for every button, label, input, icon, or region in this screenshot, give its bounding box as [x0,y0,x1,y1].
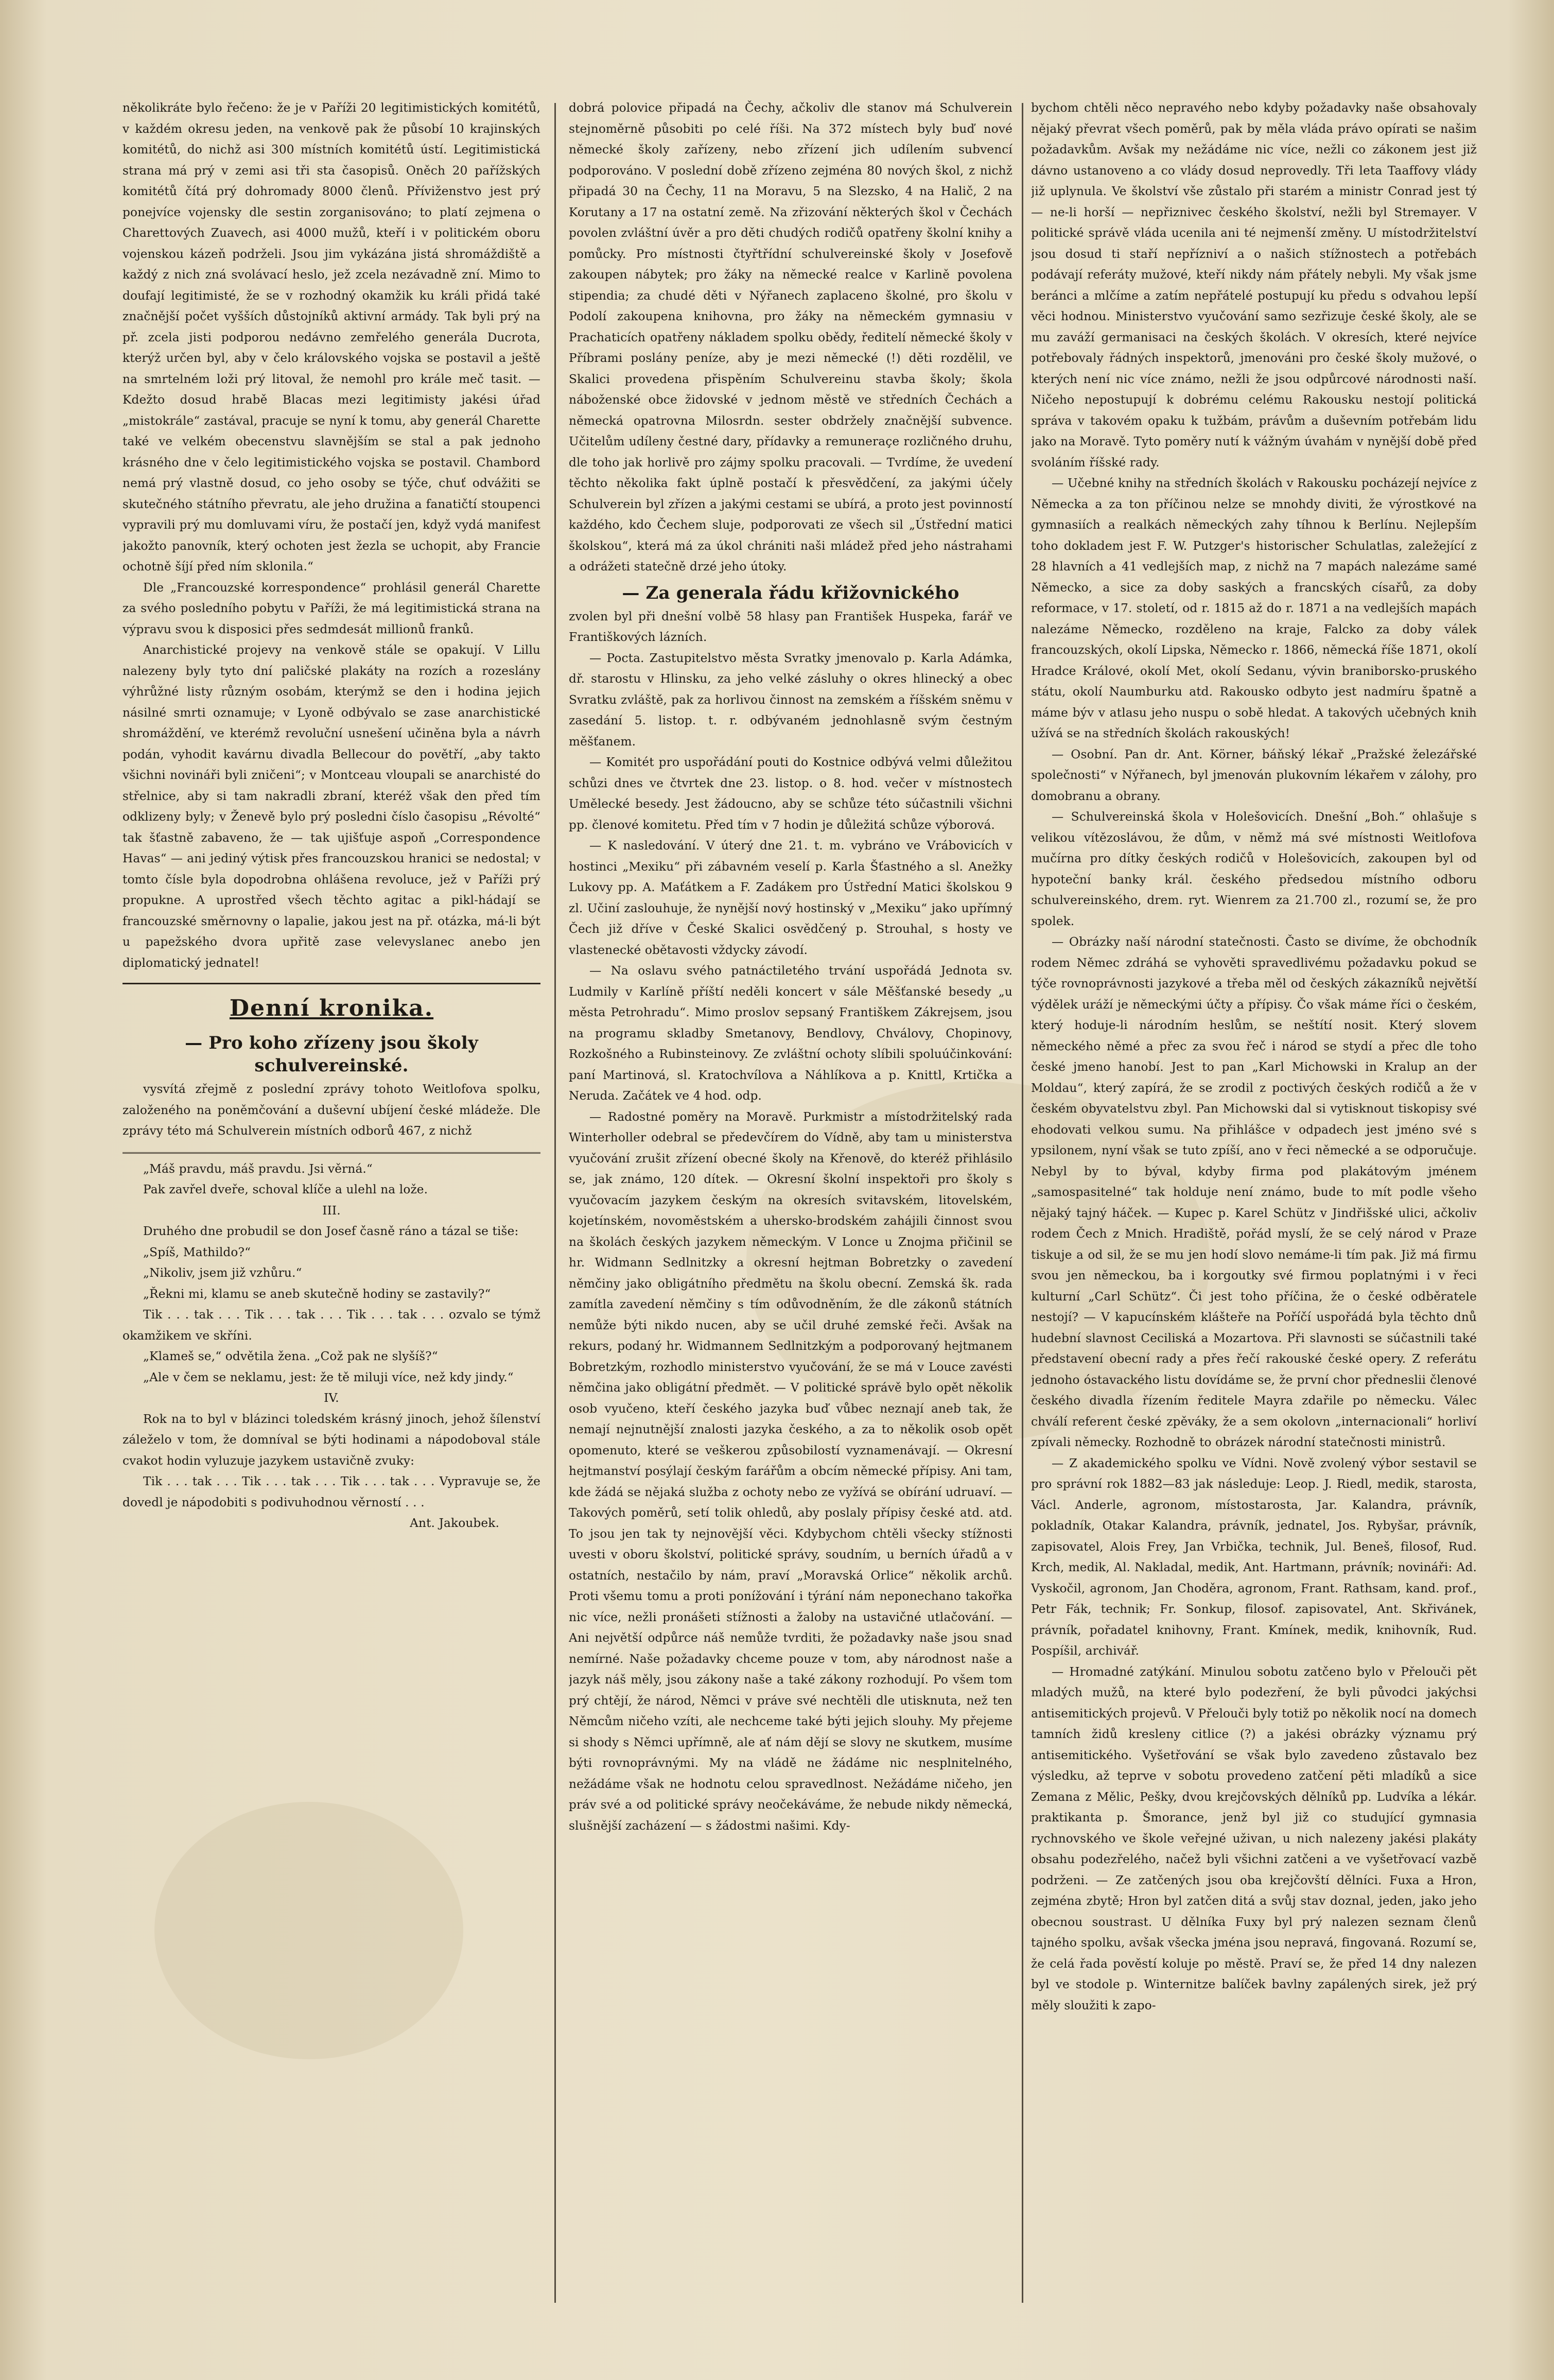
chapter-number: IV. [324,1391,339,1405]
news-item: — K nasledování. V úterý dne 21. t. m. vybráno ve Vrábovicích v hostinci „Mexiku“ při zábavném veselí p. Karla Šťastného a sl. Anežky Lukovy pp. A. Maťátkem a F. Zadákem pro Ústřední Matici školskou 9 zl. Učiní zaslouhuje, že nynější nový hostinský v „Mexiku“ jako upřímný Čech již dříve v České Skalici osvědčený p. Strouhal, s hosty ve vlastenecké obětavosti vždycky závodí. [569,839,1012,957]
news-item: — Radostné poměry na Moravě. Purkmistr a místodržitelský rada Winterholler odebral se předevčírem do Vídně, aby tam u ministerstva vyučování zrušit zřízení obecné školy na Křenově, do kteréž přihlásilo se, jak známo, 120 dítek. — Okresní školní inspektoři pro školy s vyučovacím jazykem českým na okresích svitavském, litovelském, kojetínském, novoměstském a uhersko-brodském zahájili činnost svou na školách českých jazykem německým. V Lonce u Znojma přičinil se hr. Widmann Sedlnitzky a okresní hejtman Bobretzky o zavedení němčiny jako obligátního předmětu na školu obecní. Zemská šk. rada zamítla zavedení němčiny s tím odůvodněním, že dle zákonů státních nemůže býti nikdo nucen, aby se učil druhé zemské řeči. Avšak na rekurs, podaný hr. Widmannem Sedlnitzkým a podporovaný hejtmanem Bobretzkým, rozhodlo ministerstvo vyučování, že se má v Louce zavésti němčina jako obligátní předmět. — V politické správě bylo opět několik osob vyučeno, kteří českého jazyka buď vůbec neznají aneb tak, že nemají nejnutnější znalosti jazyka českého, a za to několik osob opět opomenuto, které se veškerou způsobilostí vyznamenávají. — Okresní hejtmanství posýlají českým farářům a obcím německé přípisy. Ani tam, kde žádá se nějaká služba z ochoty nebo ze vyžívá se obírání udruaví. — Takových poměrů, setí tolik ohledů, aby poslaly přípisy české atd. atd. To jsou jen tak ty nejnovější věci. Kdybychom chtěli všecky stížnosti uvesti v oboru školství, politické správy, soudním, u berních úřadů a v ostatních, nestačilo by nám, praví „Moravská Orlice“ několik archů. Proti všemu tomu a proti ponížování i týrání nám neponechano takořka nic více, nežli pronášeti stížnosti a žaloby na ustavičné utlačování. — Ani největší odpůrce náš nemůže tvrditi, že požadavky naše jsou snad nemírné. Naše požadavky chceme pouze v tom, aby národnost naše a jazyk náš měly, jsou zákony naše a také zákony rozhodují. Po všem tom prý chtějí, že národ, Němci v práve své nechtěli dle utisknuta, než ten Němcům ničeho vzíti, ale nechceme také býti jejich slouhy. My přejeme si shody s Němci upřímně, ale ať nám dějí se slovy ne skutkem, musíme býti rovnoprávnými. My na vládě ne žádáme nic nesplnitelného, nežádáme však ne hodnotu celou spravedlnost. Nežádáme ničeho, jen práv své a od politické správy neočekáváme, že nebude nikdy německá, slušnější zacházení — s žádostmi našimi. Kdy- [569,1109,1012,1833]
chapter-number: III. [322,1203,341,1218]
story-paragraph: „Nikoliv, jsem již vzhůru.“ [143,1266,302,1280]
news-item: — Učebné knihy na středních školách v Rakousku pocházejí nejvíce z Německa a za ton příčinou nelze se mnohdy diviti, že výrostkové na gymnasiích a realkách německých zahy tíhnou k Berlínu. Nejlepším toho dokladem jest F. W. Putzger's historischer Schulatlas, zaležející z 28 hlavních a 41 vedlejších map, z nichž na 7 mapách nalezáme samé Německo, a sice za doby saských a francských císařů, za doby reformace, v 17. století, od r. 1815 až do r. 1871 a na vedlejších mapách nalezáme Německo, rozděleno na kraje, Falcko za doby válek francouzských, okolí Lipska, Německo r. 1866, německá říše 1871, okolí Hradce Králové, okolí Met, okolí Sedanu, vývin braniborsko-pruského státu, okolí Naumburku atd. Rakousko odbyto jest nadmíru špatně a máme býv v atlasu jeho nuspu o sobě hledat. A takových učebných knih užívá se na středních školách rakouských! [1031,476,1477,740]
author-signature: Ant. Jakoubek. [410,1516,499,1530]
article-headline: — Pro koho zřízeny jsou školy schulvereinské. [185,1033,478,1076]
news-item: — Komitét pro uspořádání pouti do Kostnice odbývá velmi důležitou schůzi dnes ve čtvrtek dne 23. listop. o 8. hod. večer v místnostech Umělecké besedy. Jest žádoucno, aby se schůze této súčastnili všichni pp. členové komitetu. Před tím v 7 hodin je důležitá schůze výborová. [569,755,1012,832]
news-item: — Z akademického spolku ve Vídni. Nově zvolený výbor sestavil se pro správní rok 1882—83 jak následuje: Leop. J. Riedl, medik, starosta, Václ. Anderle, agronom, místostarosta, Jar. Kalandra, právník, pokladník, Otakar Kalandra, právník, jednatel, Jos. Rybyšar, právník, zapisovatel, Alois Frey, Jan Vrbička, technik, Jul. Beneš, filosof, Rud. Krch, medik, Al. Nakladal, medik, Ant. Hartmann, právník; novináři: Ad. Vyskočil, agronom, Jan Choděra, agronom, Frant. Rathsam, kand. prof., Petr Fák, technik; Fr. Sonkup, filosof. zapisovatel, Ant. Skřivánek, právník, pořadatel knihovny, Frant. Kmínek, medik, knihovník, Rud. Pospíšil, archivář. [1031,1456,1477,1658]
story-paragraph: Rok na to byl v blázinci toledském krásný jinoch, jehož šílenství záleželo v tom, že domníval se býti hodinami a nápodoboval stále cvakot hodin vyluzuje jazykem ustavičně zvuky: [123,1412,540,1468]
news-item: — Hromadné zatýkání. Minulou sobotu zatčeno bylo v Přelouči pět mladých mužů, na které bylo podezření, že byli původci jakýchsi antisemitických projevů. V Přelouči byly totiž po několik nocí na domech tamních židů kresleny citlice (?) a jakési obrázky významu prý antisemitického. Vyšetřování se však bylo zavedeno zůstavalo bez výsledku, až teprve v sobotu provedeno zatčení pěti mladíků a sice Zemana z Mělic, Pešky, dvou krejčovských dělníků pp. Ludvíka a lékár. praktikanta p. Šmorance, jenž byl již co studující gymnasia rychnovského ve škole veřejné uživan, u nich nalezeny jakési plakáty obsahu podezřelého, načež byli všichni zatčeni a ve vyšetřovací vazbě podrženi. — Ze zatčených jsou oba krejčovští dělníci. Fuxa a Hron, zejména zbytě; Hron byl zatčen ditá a svůj stav doznal, jeden, jako jeho obecnou soustrast. U dělníka Fuxy byl prý nalezen seznam členů tajného spolku, avšak všecka jména jsou nepravá, fingovaná. Rozumí se, že celá řada pověstí koluje po městě. Praví se, že před 14 dny nalezen byl ve stodole p. Winternitze balíček bavlny zapálených sirek, jež prý měly sloužiti k zapo- [1031,1664,1477,2012]
column-left [123,98,540,2318]
story-paragraph: Pak zavřel dveře, schoval klíče a ulehl na lože. [143,1183,428,1196]
paragraph: několikráte bylo řečeno: že je v Paříži 20 legitimistických komitétů, v každém okresu jeden, na venkově pak že působí 10 krajinských komitétů, do nichž asi 300 místních komitétů ústí. Legitimistická strana má prý v zemi asi tři sta časopisů. Oněch 20 pařížských komitétů čítá prý dohromady 8000 členů. Příviženstvo jest prý ponejvíce vojensky dle sestin zorganisováno; to platí zejmena o Charettových Zuavech, asi 4000 mužů, kteří i v politickém oboru vojenskou kázeň podrželi. Jsou jim vykázána jistá shromáždiště a každý z nich zná svolávací heslo, jež zcela nezávadně zní. Mimo to doufají legitimisté, že se v rozhodný okamžik ku králi přidá také značnější počet vyšších důstojníků aktivní armády. Tak byli prý na př. zcela jisti podporou nedávno zemřelého generála Ducrota, kterýž určen byl, aby v čelo královského vojska se postavil a ještě na smrtelném loži prý litoval, že nemohl pro krále meč tasit. — Kdežto dosud hrabě Blacas mezi legitimisty jakési úřad „mistokrále“ zastával, pracuje se nyní k tomu, aby generál Charette také ve velkém obecenstvu slavnějším se stal a pak jednoho krásného dne v čelo legitimistického vojska se postavil. Chambord nemá prý vlastně dosud, co jeho osoby se týče, chuť odvážiti se skutečného státního převratu, ale jeho družina a fanatičtí stoupenci vypravili prý mu domluvami víru, že postačí jen, když vydá manifest jakožto panovník, který ochoten jest žezla se uchopit, aby Francie ochotně šíjí před ním sklonila.“ [123,101,540,574]
story-paragraph: Tik . . . tak . . . Tik . . . tak . . . Tik . . . tak . . . ozvalo se týmž okamžikem ve skříni. [123,1308,540,1343]
paragraph: bychom chtěli něco nepravého nebo kdyby požadavky naše obsahovaly nějaký převrat všech poměrů, pak by měla vláda právo opírati se našim požadavkům. Avšak my nežádáme nic více, nežli co zákonem jest již dávno ustanoveno a co vlády dosud neprovedly. Tři leta Taaffovy vlády již uplynula. Ve školství vše zůstalo při starém a ministr Conrad jest tý — ne-li horší — nepřiznivec českého školství, nežli byl Stremayer. V politické správě vláda ucenila ani té nejmenší změny. U místodržitelství jsou dosud ti staří nepřízniví a o našich stížnostech a potřebách podávají referáty mužové, kteří nikdy nám přátely nebyli. My však jsme beránci a mlčíme a zatím nepřátelé postupují ku předu s odvahou lepší věci hodnou. Ministerstvo vyučování samo sezřizuje české školy, ale se mu zaváží germanisaci na českých školách. V okresích, které nejvíce potřebovaly řádných inspektorů, jmenováni pro české školy mužové, o kterých není nic více známo, nežli že jsou odpůrcové národnosti naší. Ničeho nepostupují k dobrému celému Rakousku nestojí politická správa v takovém opaku k tužbám, právům a duševním potřebám lidu jako na Moravě. Tyto poměry nutí k vážným úvahám v nynější době před svoláním říšské rady. [1031,101,1477,470]
paragraph: Anarchistické projevy na venkově stále se opakují. V Lillu nalezeny byly tyto dní paličské plakáty na rozích a rozeslány výhrůžné listy různým osobám, kterýmž se den i hodina jejich násilné smrti oznamuje; v Lyoně odbývalo se zase anarchistické shromáždění, ve kterémž revoluční usnešení učiněna byla a návrh podán, vyhodit kavárnu divadla Bellecour do povětří, „aby takto všichni novináři byli zničeni“; v Montceau vloupali se anarchisté do střelnice, aby si tam nakradli zbraní, kteréž však den před tím odklizeny byly; v Ženevě bylo prý posledni číslo časopisu „Révolté“ tak šťastně zabaveno, že — tak ujišťuje aspoň „Correspondence Havas“ — ani jediný výtisk přes francouzskou hranici se nedostal; v tomto čísle byla dopodrobna ohlášena revoluce, jež v Paříži prý propukne. A uprostřed všech těchto agitac a pikl-hádají se francouzské směrnovny o lapalie, jakou jest na př. otázka, má-li být u papežského dvora upřitě zase velevyslanec anebo jen diplomatický jednatel! [123,643,540,970]
news-item: — Na oslavu svého patnáctiletého trvání uspořádá Jednota sv. Ludmily v Karlíně příští neděli koncert v sále Měšťanské besedy „u města Petrohradu“. Mimo proslov sepsaný Františkem Zákrejsem, jsou na programu skladby Smetanovy, Bendlovy, Chválovy, Chopinovy, Rozkošného a Rubinsteinovy. Ze zvláštní ochoty slíbili spoluúčinkování: paní Martinová, sl. Kratochvílova a Náhlíkova a p. Knittl, Krtička a Neruda. Začátek ve 4 hod. odp. [569,964,1012,1103]
paragraph: dobrá polovice připadá na Čechy, ačkoliv dle stanov má Schulverein stejnoměrně působiti po celé říši. Na 372 místech byly buď nové německé školy zařízeny, nebo zřízení jich udílením subvencí podporováno. V poslední době zřízeno zejména 80 nových škol, z nichž připadá 30 na Čechy, 11 na Moravu, 5 na Slezsko, 4 na Halič, 2 na Korutany a 17 na ostatní země. Na zřizování některých škol v Čechách povolen zvláštní úvěr a pro děti chudých rodičů opatřeny školní knihy a pomůcky. Pro místnosti čtyřtřídní schulvereinské školy v Josefově zakoupen nábytek; pro žáky na německé realce v Karlině povolena stipendia; za chudé děti v Nýřanech zaplaceno školné, pro školu v Podolí zakoupena knihovna, pro žáky na německém gymnasiu v Prachaticích opatřeny nákladem spolku obědy, ředitelí německé školy v Příbrami poslány peníze, aby je mezi německé (!) děti rozdělil, ve Skalici provedena přispěním Schulvereinu stavba školy; škola náboženské obce židovské v jednom městě ve středních Čechách a německá opatrovna Milosrdn. sester obdržely značnější subvence. Učitelům udíleny čestné dary, přídavky a remuneraçe rozličného druhu, dle toho jak horlivě pro zájmy spolku pracovali. — Tvrdíme, že uvedení těchto několika fakt úplně postačí k přesvědčení, za jakými účely Schulverein byl zřízen a jakými cestami se ubírá, a proto jest povinností každého, kdo Čechem sluje, podporovati ze všech sil „Ústřední matici školskou“, která má za úkol chrániti naši mládež před jeho nástrahami a odrážeti statečně drzé jeho útoky. [569,101,1012,574]
story-paragraph: „Spíš, Mathildo?“ [143,1245,251,1259]
column-rule [1022,103,1023,2303]
story-paragraph: Druhého dne probudil se don Josef časně ráno a tázal se tiše: [143,1224,519,1238]
news-item: — Obrázky naší národní statečnosti. Často se divíme, že obchodník rodem Němec zdráhá se vyhověti spravedlivému požadavku pokud se týče rovnoprávnosti jazykové a třeba měl od českých zákazníků největší výdělek uráží je německými účty a přípisy. Čo však máme říci o českém, který hoduje-li národním heslům, se neštítí nosit. Který slovem německého němé a přec za svou řeč i národ se stydí a přec dle toho české jmeno hanobí. Jest to pan „Karl Michowski in Kralup an der Moldau“, který zapírá, že se zrodil z poctivých českých rodičů a že v českém obyvatelstvu zbyl. Pan Michowski dal si vytisknout tiskopisy své ehodovati velkou sumu. Na přihlášce v odpadech jest jméno své s ypsilonem, nyní však se tuto zpíší, ano v řeci německé a se odporučuje. Nebyl by to býval, kdyby firma pod plakátovým jménem „samospasitelné“ tak holduje není známo, bude to mít podle všeho nějaký tajný háček. — Kupec p. Karel Schütz v Jindřišské ulici, ačkoliv rodem Čech z Mnich. Hradiště, pořád myslí, že se celý národ v Praze tiskuje a od sil, že se mu jen hodí slovo nemáme-li tím pak. Již má firmu svou jen německou, ba i korgoutky své firmou poplatnými i v řeci kulturní „Carl Schütz“. Či jest toho příčina, že o české odběratele nestojí? — V kapucínském klášteře na Poříčí uspořádá byla těchto dnů hudební slavnost Ceciliská a Mozartova. Při slavnosti se súčastnili také představení obecní rady a přes řečí rakouské české opery. Z referátu jednoho óstavackého listu dovídáme se, že první chor předneslii členové českého divadla řízením ředitele Mayra zdařile po německu. Válec chválí referent české zpěváky, že a sem okolovn „internacionali“ horliví zpívali německy. Rozhodně to obrázek národní statečnosti ministrů. [1031,935,1477,1449]
column-right [1031,98,1477,2318]
column-rule [554,103,556,2303]
paragraph: Dle „Francouzské korrespondence“ prohlásil generál Charette za svého posledního pobytu v Paříži, že má legitimistická strana na výpravu svou k disposici přes sedmdesát millionů franků. [123,580,540,636]
news-item: — Pocta. Zastupitelstvo města Svratky jmenovalo p. Karla Adámka, dř. starostu v Hlinsku, za jeho velké zásluhy o okres hlinecký a obec Svratku zvláště, pak za horlivou činnost na zemském a říšském sněmu v zasedání 5. listop. t. r. odbývaném jednohlasně svým čestným měšťanem. [569,651,1012,749]
news-item: — Schulvereinská škola v Holešovicích. Dnešní „Boh.“ ohlašuje s velikou vítězoslávou, že dům, v němž má své místnosti Weitlofova mučírna pro dítky českých rodičů v Holešovicích, zakoupen byl od hypoteční banky král. českého předsedou místního odboru schulvereinského, drem. ryt. Wienrem za 21.700 zl., rozumí se, že pro spolek. [1031,810,1477,928]
paragraph: vysvítá zřejmě z poslední zprávy tohoto Weitlofova spolku, založeného na poněmčování a duševní ubíjení české mládeže. Dle zprávy této má Schulverein místních odborů 467, z nichž [123,1082,540,1138]
story-paragraph: „Řekni mi, klamu se aneb skutečně hodiny se zastavily?“ [143,1287,491,1301]
story-paragraph: „Klameš se,“ odvětila žena. „Což pak ne slyšíš?“ [143,1349,438,1363]
divider [123,983,540,984]
story-paragraph: Tik . . . tak . . . Tik . . . tak . . . Tik . . . tak . . . Vypravuje se, že dovedl je nápodobiti s podivuhodnou věrností . . . [123,1474,540,1509]
news-item: — Osobní. Pan dr. Ant. Körner, báňský lékař „Pražské železářské společnosti“ v Nýřanech, byl jmenován plukovním lékařem v zálohy, pro domobranu a obrany. [1031,747,1477,803]
story-paragraph: „Máš pravdu, máš pravdu. Jsi věrná.“ [143,1161,373,1176]
story-paragraph: „Ale v čem se neklamu, jest: že tě miluji více, než kdy jindy.“ [143,1370,514,1384]
column-middle [569,98,1012,2318]
feuilleton-divider [123,1152,540,1154]
article-headline: — Za generala řádu křižovnického [622,582,959,603]
section-heading: Denní kronika. [229,995,434,1021]
paragraph: zvolen byl při dnešní volbě 58 hlasy pan František Huspeka, farář ve Františkových lázních. [569,609,1012,644]
